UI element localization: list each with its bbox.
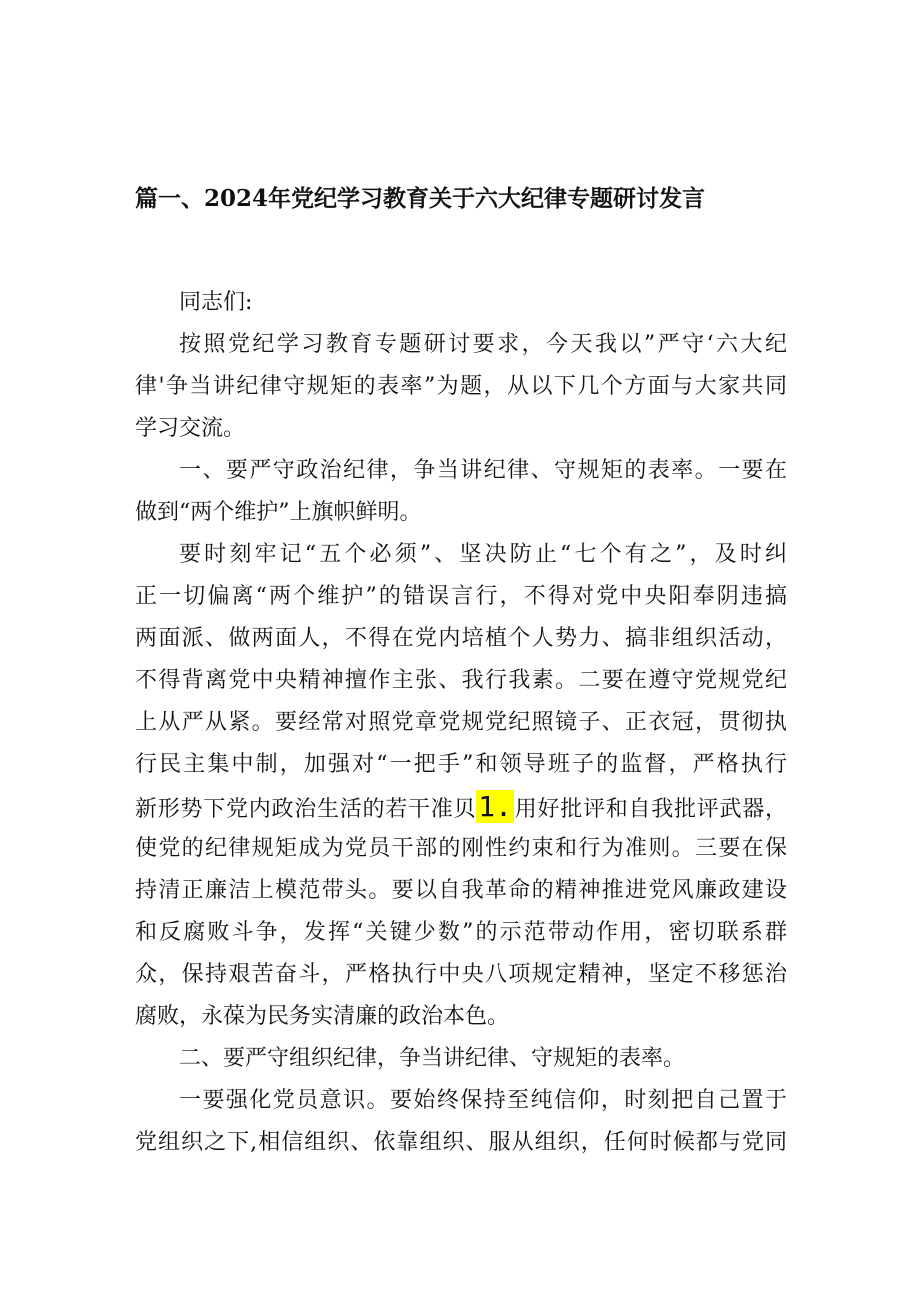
paragraph-line: 一要强化党员意识。要始终保持至纯信仰，时刻把自己置于 xyxy=(179,1088,787,1113)
paragraph-line: 上从严从紧。要经常对照党章党规党纪照镜子、正衣冠，贯彻执 xyxy=(135,710,787,735)
paragraph-line: 两面派、做两面人，不得在党内培植个人势力、搞非组织活动， xyxy=(135,626,787,651)
paragraph-line-with-highlight xyxy=(135,786,787,828)
paragraph-line: 众，保持艰苦奋斗，严格执行中央八项规定精神，坚定不移惩治 xyxy=(135,962,787,987)
line-segment: 用好批评和自我批评武器， xyxy=(513,797,787,822)
paragraph-line: 要时刻牢记“五个必须”、坚决防止“七个有之”，及时纠 xyxy=(179,542,787,567)
paragraph-line: 和反腐败斗争，发挥“关键少数”的示范带动作用，密切联系群 xyxy=(135,920,787,945)
paragraph-line: 一、要严守政治纪律，争当讲纪律、守规矩的表率。一要在 xyxy=(179,458,787,483)
paragraph-line: 腐败，永葆为民务实清廉的政治本色。 xyxy=(135,1004,510,1029)
paragraph-line: 不得背离党中央精神擅作主张、我行我素。二要在遵守党规党纪 xyxy=(135,668,787,693)
document-title: 篇一、2024年党纪学习教育关于六大纪律专题研讨发言 xyxy=(135,185,706,212)
section-heading-line: 二、要严守组织纪律，争当讲纪律、守规矩的表率。 xyxy=(179,1046,686,1071)
salutation-line: 同志们: xyxy=(179,290,253,315)
paragraph-line: 正一切偏离“两个维护”的错误言行，不得对党中央阳奉阴违搞 xyxy=(135,584,787,609)
paragraph-line: 做到“两个维护”上旗帜鲜明。 xyxy=(135,500,422,525)
line-segment: 新形势下党内政治生活的若干准贝 xyxy=(135,797,477,822)
paragraph-line: 使党的纪律规矩成为党员干部的刚性约束和行为准则。三要在保 xyxy=(135,836,787,861)
paragraph-line: 行民主集中制，加强对“一把手”和领导班子的监督，严格执行 xyxy=(135,752,787,777)
highlighted-number: 1. xyxy=(478,790,512,823)
paragraph-line: 律'争当讲纪律守规矩的表率”为题，从以下几个方面与大家共同 xyxy=(135,374,787,399)
paragraph-line: 按照党纪学习教育专题研讨要求，今天我以”严守‘六大纪 xyxy=(179,332,787,357)
paragraph-line: 持清正廉洁上模范带头。要以自我革命的精神推进党风廉政建设 xyxy=(135,878,787,903)
paragraph-line: 党组织之下,相信组织、依靠组织、服从组织，任何时候都与党同 xyxy=(135,1130,787,1155)
paragraph-line: 学习交流。 xyxy=(135,416,246,441)
document-body xyxy=(135,282,787,1164)
